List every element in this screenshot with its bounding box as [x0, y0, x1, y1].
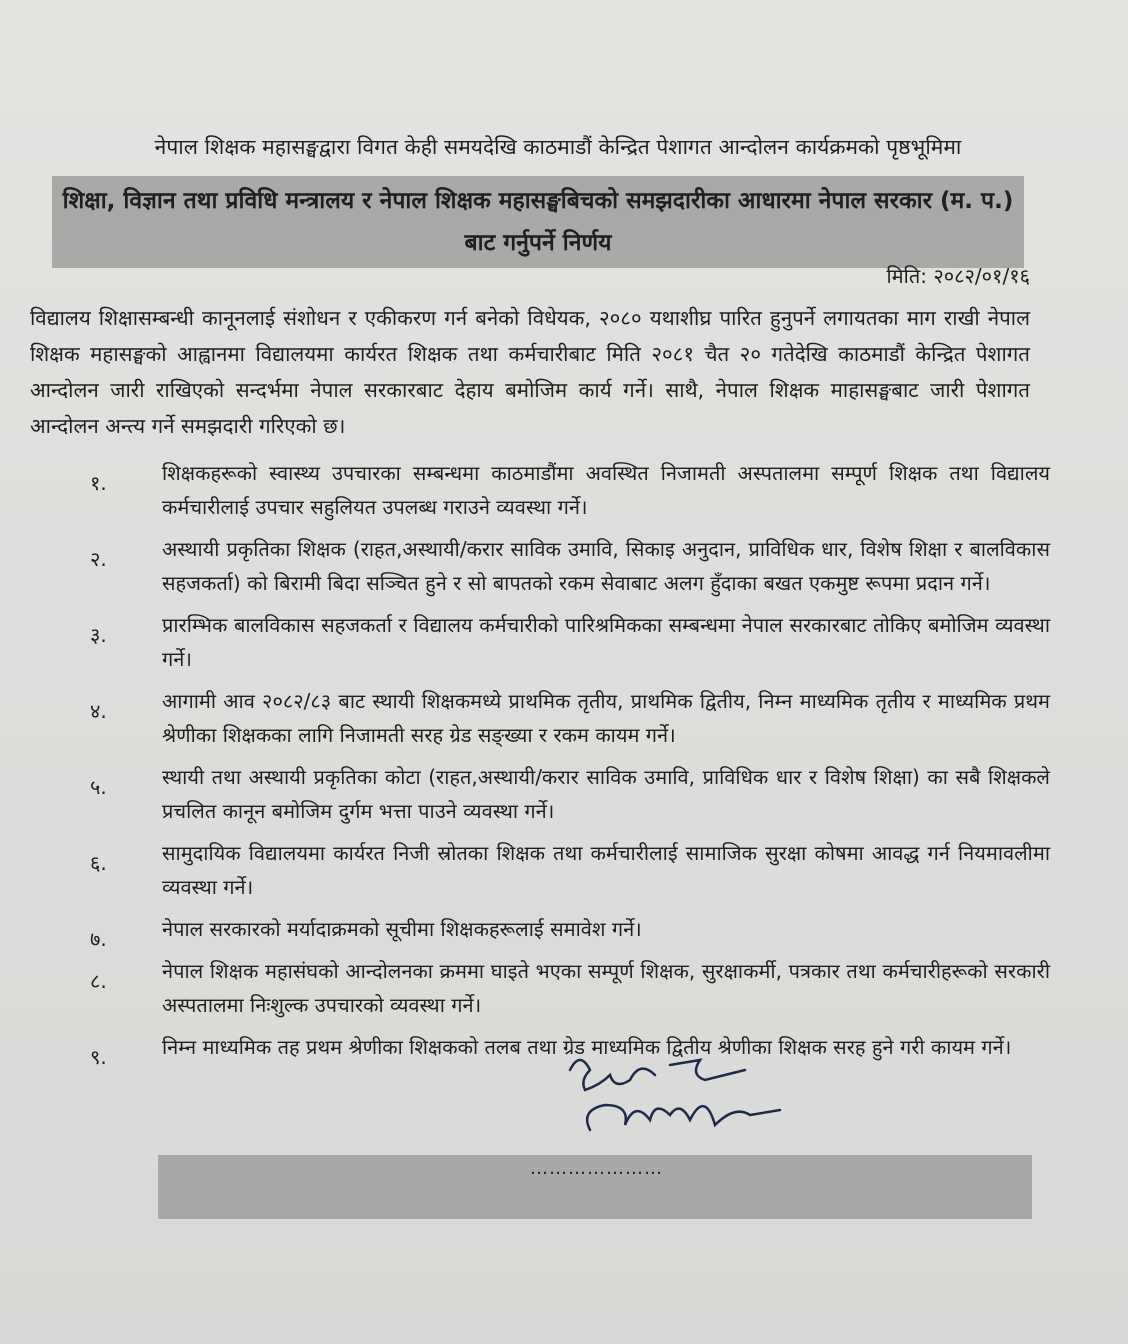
list-item — [80, 532, 1050, 600]
decision-list — [80, 456, 1050, 1072]
item-number: ८. — [90, 969, 107, 993]
item-text: प्रारम्भिक बालविकास सहजकर्ता र विद्यालय कर्मचारीको पारिश्रमिकका सम्बन्धमा नेपाल सरकारबाट तोकिए बमोजिम व्यवस्था गर्ने। — [162, 613, 1050, 671]
item-number: ४. — [90, 699, 107, 723]
item-text: निम्न माध्यमिक तह प्रथम श्रेणीका शिक्षकको तलब तथा ग्रेड माध्यमिक द्वितीय श्रेणीका शिक्षक सरह हुने गरी कायम गर्ने। — [162, 1035, 1012, 1059]
item-text: आगामी आव २०८२/८३ बाट स्थायी शिक्षकमध्ये प्राथमिक तृतीय, प्राथमिक द्वितीय, निम्न माध्यमिक तृतीय र माध्यमिक प्रथम श्रेणीका शिक्षकका लागि निजामती सरह ग्रेड सङ्ख्या र रकम कायम गर्ने। — [162, 689, 1050, 747]
item-number: ५. — [90, 775, 107, 799]
item-number: ६. — [90, 851, 107, 875]
list-item — [80, 912, 1050, 951]
item-text: अस्थायी प्रकृतिका शिक्षक (राहत,अस्थायी/करार साविक उमावि, सिकाइ अनुदान, प्राविधिक धार, विशेष शिक्षा र बालविकास सहजकर्ता) को बिरामी बिदा सञ्चित हुने र सो बापतको रकम सेवाबाट अलग हुँदाका बखत एकमुष्ट रूपमा प्रदान गर्ने। — [162, 537, 1050, 595]
main-paragraph: विद्यालय शिक्षासम्बन्धी कानूनलाई संशोधन र एकीकरण गर्न बनेको विधेयक, २०८० यथाशीघ्र पारित हुनुपर्ने लगायतका माग राखी नेपाल शिक्षक महासङ्घको आह्वानमा विद्यालयमा कार्यरत शिक्षक तथा कर्मचारीबाट मिति २०८१ चैत २० गतेदेखि काठमाडौं केन्द्रित पेशागत आन्दोलन जारी राखिएको सन्दर्भमा नेपाल सरकारबाट देहाय बमोजिम कार्य गर्ने। साथै, नेपाल शिक्षक माहासङ्घबाट जारी पेशागत आन्दोलन अन्त्य गर्ने समझदारी गरिएको छ। — [30, 306, 1030, 438]
intro-line: नेपाल शिक्षक महासङ्घद्वारा विगत केही समयदेखि काठमाडौं केन्द्रित पेशागत आन्दोलन कार्यक्रमको पृष्ठभूमिमा — [154, 135, 962, 159]
item-text: नेपाल सरकारको मर्यादाक्रमको सूचीमा शिक्षकहरूलाई समावेश गर्ने। — [162, 917, 642, 941]
dotted-line: ………………… — [530, 1158, 663, 1179]
list-item — [80, 954, 1050, 1022]
list-item — [80, 760, 1050, 828]
list-item — [80, 456, 1050, 524]
item-number: ३. — [90, 623, 107, 647]
handwritten-signature — [560, 1040, 790, 1150]
item-text: शिक्षकहरूको स्वास्थ्य उपचारका सम्बन्धमा काठमाडौंमा अवस्थित निजामती अस्पतालमा सम्पूर्ण शिक्षक तथा विद्यालय कर्मचारीलाई उपचार सहुलियत उपलब्ध गराउने व्यवस्था गर्ने। — [162, 461, 1050, 519]
document-title: शिक्षा, विज्ञान तथा प्रविधि मन्त्रालय र नेपाल शिक्षक महासङ्घबिचको समझदारीका आधारमा नेपाल सरकार (म. प.) बाट गर्नुपर्ने निर्णय — [62, 188, 1014, 256]
item-number: १. — [90, 471, 107, 495]
item-number: २. — [90, 547, 107, 571]
item-number: ७. — [90, 927, 107, 951]
document-date: मिति: २०८२/०१/१६ — [886, 264, 1030, 288]
item-number: ९. — [90, 1045, 107, 1069]
item-text: सामुदायिक विद्यालयमा कार्यरत निजी स्रोतका शिक्षक तथा कर्मचारीलाई सामाजिक सुरक्षा कोषमा आवद्ध गर्न नियमावलीमा व्यवस्था गर्ने। — [162, 841, 1050, 899]
list-item — [80, 684, 1050, 752]
list-item — [80, 836, 1050, 904]
list-item — [80, 608, 1050, 676]
item-text: स्थायी तथा अस्थायी प्रकृतिका कोटा (राहत,अस्थायी/करार साविक उमावि, प्राविधिक धार र विशेष शिक्षा) का सबै शिक्षकले प्रचलित कानून बमोजिम दुर्गम भत्ता पाउने व्यवस्था गर्ने। — [162, 765, 1050, 823]
item-text: नेपाल शिक्षक महासंघको आन्दोलनका क्रममा घाइते भएका सम्पूर्ण शिक्षक, सुरक्षाकर्मी, पत्रकार तथा कर्मचारीहरूको सरकारी अस्पतालमा निःशुल्क उपचारको व्यवस्था गर्ने। — [162, 959, 1050, 1017]
